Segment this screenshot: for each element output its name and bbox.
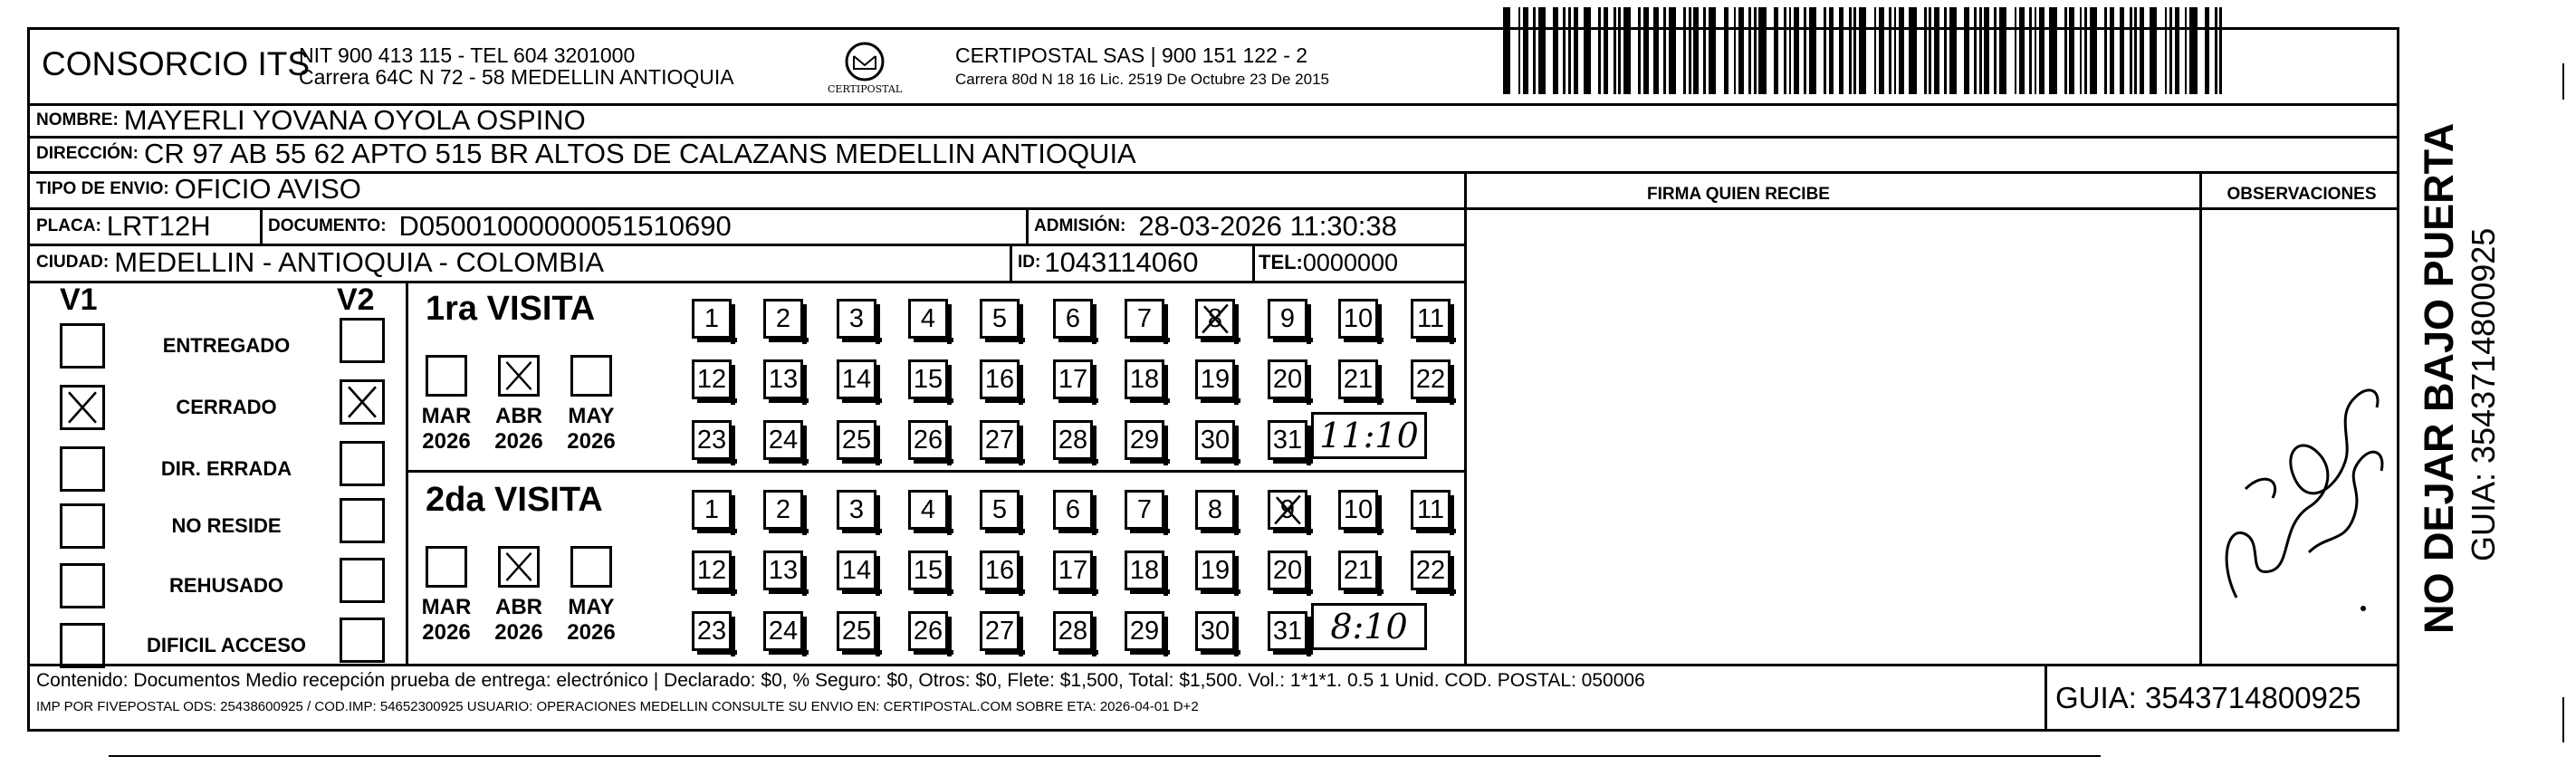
barcode-bar: [1738, 7, 1744, 94]
day-box[interactable]: 21: [1338, 359, 1378, 399]
day-box[interactable]: 3: [837, 299, 876, 339]
barcode-bar: [2090, 7, 2097, 94]
day-box[interactable]: 23: [692, 611, 732, 651]
day-box[interactable]: 14: [837, 551, 876, 590]
barcode-bar: [1734, 7, 1737, 94]
day-box[interactable]: 4: [908, 299, 948, 339]
barcode-bar: [2064, 7, 2067, 94]
barcode-bar: [2175, 7, 2180, 94]
barcode-bar: [1518, 7, 1521, 94]
barcode-bar: [1944, 7, 1947, 94]
day-box[interactable]: 26: [908, 611, 948, 651]
day-box[interactable]: 22: [1411, 551, 1451, 590]
divider: [2562, 63, 2564, 100]
month-label: ABR 2026: [494, 595, 543, 645]
day-box[interactable]: 29: [1125, 420, 1164, 460]
month-checkbox[interactable]: [570, 355, 612, 397]
barcode-bar: [1574, 7, 1579, 94]
barcode-bar: [1849, 7, 1852, 94]
documento-value: D05001000000051510690: [398, 210, 732, 242]
barcode-bar: [1794, 7, 1799, 94]
barcode-bar: [1874, 7, 1877, 94]
barcode-bar: [2080, 7, 2083, 94]
day-box[interactable]: 5: [980, 490, 1020, 530]
barcode-bar: [1999, 7, 2006, 94]
direccion-label: DIRECCIÓN:: [36, 144, 139, 163]
barcode-bar: [1703, 7, 1706, 94]
barcode-bar: [2035, 7, 2037, 94]
barcode-bar: [1909, 7, 1916, 94]
barcode-bar: [1804, 7, 1806, 94]
month-label: ABR 2026: [494, 404, 543, 454]
barcode-bar: [2189, 7, 2197, 94]
admision-label: ADMISIÓN:: [1034, 216, 1126, 235]
company-name: CONSORCIO ITS: [42, 45, 311, 82]
barcode-bar: [2165, 7, 2168, 94]
day-box[interactable]: 1: [692, 299, 732, 339]
barcode-bar: [1689, 7, 1691, 94]
barcode-bar: [2134, 7, 2137, 94]
barcode-bar: [1889, 7, 1891, 94]
barcode-bar: [1683, 7, 1686, 94]
ciudad-value: MEDELLIN - ANTIOQUIA - COLOMBIA: [114, 246, 605, 278]
day-box[interactable]: 7: [1125, 490, 1164, 530]
barcode-bar: [2015, 7, 2017, 94]
carrier-address: Carrera 80d N 18 16 Lic. 2519 De Octubre 23 De 2015: [955, 71, 1329, 88]
placa-value: LRT12H: [106, 210, 211, 242]
day-box[interactable]: 9: [1268, 299, 1307, 339]
barcode-bar: [1899, 7, 1904, 94]
day-box[interactable]: 14: [837, 359, 876, 399]
day-box[interactable]: 12: [692, 359, 732, 399]
barcode-bar: [1984, 7, 1989, 94]
carrier-line: CERTIPOSTAL SAS | 900 151 122 - 2: [955, 43, 1308, 67]
month-label: MAY 2026: [567, 404, 616, 454]
day-box[interactable]: 19: [1195, 551, 1235, 590]
day-box[interactable]: 16: [980, 359, 1020, 399]
barcode-bar: [1623, 7, 1631, 94]
visit-title: 2da VISITA: [426, 481, 603, 519]
day-box[interactable]: 28: [1053, 611, 1093, 651]
firma-header: FIRMA QUIEN RECIBE: [1647, 185, 1830, 204]
v1-checkbox[interactable]: [60, 623, 105, 668]
status-option-label: DIR. ERRADA: [160, 457, 292, 480]
barcode-bar: [1669, 7, 1676, 94]
day-box[interactable]: 29: [1125, 611, 1164, 651]
nombre-value: MAYERLI YOVANA OYOLA OSPINO: [123, 104, 586, 136]
status-option-label: DIFICIL ACCESO: [146, 634, 306, 656]
day-box[interactable]: 7: [1125, 299, 1164, 339]
month-label: MAR 2026: [421, 404, 472, 454]
barcode-bar: [1758, 7, 1766, 94]
v2-label: V2: [337, 282, 375, 317]
day-box[interactable]: 17: [1053, 359, 1093, 399]
nit-line: NIT 900 413 115 - TEL 604 3201000: [299, 43, 636, 67]
barcode-bar: [1829, 7, 1834, 94]
divider: [2045, 664, 2047, 732]
barcode-bar: [1839, 7, 1844, 94]
documento-label: DOCUMENTO:: [268, 216, 387, 235]
nombre-row: [36, 105, 586, 136]
ciudad-label: CIUDAD:: [36, 253, 110, 272]
tipo-row: [36, 174, 361, 205]
barcode-bar: [1584, 7, 1591, 94]
tel-row: [1259, 246, 1398, 279]
barcode-bar: [1618, 7, 1621, 94]
barcode-bar: [1538, 7, 1546, 94]
day-box[interactable]: 31: [1268, 420, 1307, 460]
day-box[interactable]: 28: [1053, 420, 1093, 460]
day-box[interactable]: 3: [837, 490, 876, 530]
barcode-bar: [1924, 7, 1927, 94]
day-box[interactable]: 26: [908, 420, 948, 460]
tipo-value: OFICIO AVISO: [174, 173, 361, 205]
divider: [27, 171, 2399, 174]
barcode-bar: [1503, 7, 1510, 94]
v1-checkbox[interactable]: [60, 563, 105, 608]
visit-title: 1ra VISITA: [426, 290, 596, 328]
barcode-bar: [1748, 7, 1751, 94]
observaciones-header: OBSERVACIONES: [2226, 185, 2377, 204]
day-box[interactable]: 4: [908, 490, 948, 530]
barcode-bar: [1809, 7, 1816, 94]
barcode-bar: [1879, 7, 1884, 94]
barcode-bar: [1964, 7, 1969, 94]
status-option-label: ENTREGADO: [162, 334, 291, 357]
barcode-bar: [2069, 7, 2074, 94]
divider: [260, 207, 263, 244]
day-box[interactable]: 20: [1268, 551, 1307, 590]
day-box[interactable]: 15: [908, 551, 948, 590]
day-box[interactable]: 2: [763, 299, 803, 339]
v1-label: V1: [60, 282, 98, 317]
status-option-label: NO RESIDE: [171, 514, 282, 537]
day-box[interactable]: 23: [692, 420, 732, 460]
divider: [1026, 207, 1029, 244]
barcode-bar: [2084, 7, 2087, 94]
barcode-bar: [2120, 7, 2125, 94]
month-checkbox[interactable]: [426, 546, 467, 588]
barcode-bar: [1598, 7, 1601, 94]
barcode-bar: [1784, 7, 1786, 94]
status-option-label: CERRADO: [176, 396, 277, 418]
barcode-bar: [2049, 7, 2056, 94]
footer-guia: GUIA: 3543714800925: [2055, 681, 2361, 714]
divider: [2199, 171, 2202, 664]
barcode-bar: [2140, 7, 2145, 94]
barcode-bar: [2185, 7, 2188, 94]
documento-row: [268, 210, 732, 243]
day-box[interactable]: 31: [1268, 611, 1307, 651]
barcode-bar: [1553, 7, 1558, 94]
barcode-bar: [1568, 7, 1571, 94]
day-box[interactable]: 18: [1125, 359, 1164, 399]
barcode-bar: [1653, 7, 1659, 94]
day-box[interactable]: 19: [1195, 359, 1235, 399]
barcode-bar: [1643, 7, 1649, 94]
day-box[interactable]: 11: [1411, 299, 1451, 339]
tipo-label: TIPO DE ENVIO:: [36, 179, 169, 198]
v2-checkbox[interactable]: [340, 558, 385, 603]
day-box[interactable]: 30: [1195, 420, 1235, 460]
barcode-bar: [1974, 7, 1977, 94]
barcode-bar: [1774, 7, 1779, 94]
v1-checkbox[interactable]: [60, 323, 105, 369]
side-warning: NO DEJAR BAJO PUERTA: [2416, 122, 2462, 634]
barcode-bar: [1894, 7, 1897, 94]
barcode-bar: [1663, 7, 1666, 94]
barcode-bar: [2104, 7, 2107, 94]
visit2-time: 8:10: [1311, 603, 1427, 650]
day-box[interactable]: 17: [1053, 551, 1093, 590]
barcode-bar: [1638, 7, 1641, 94]
barcode-bar: [1934, 7, 1939, 94]
barcode-bar: [1724, 7, 1729, 94]
divider: [109, 755, 2101, 757]
day-box[interactable]: 1: [692, 490, 732, 530]
day-box[interactable]: 8: [1195, 299, 1235, 339]
tel-value: 0000000: [1302, 248, 1399, 276]
id-label: ID:: [1018, 253, 1041, 272]
divider: [1464, 171, 1467, 664]
admision-value: 28-03-2026 11:30:38: [1138, 210, 1397, 242]
day-box[interactable]: 12: [692, 551, 732, 590]
month-checkbox[interactable]: [426, 355, 467, 397]
day-box[interactable]: 16: [980, 551, 1020, 590]
barcode-bar: [1614, 7, 1616, 94]
v2-checkbox[interactable]: [340, 318, 385, 363]
footer-contenido: Contenido: Documentos Medio recepción prueba de entrega: electrónico | Declarado: $0, % Seguro: $0, Otros: $0, Flete: $1,500, Total: $1,500. Vol.: 1*1*1. 0.5 1 Unid. COD. POSTAL: 050006: [36, 670, 1645, 691]
month-label: MAY 2026: [567, 595, 616, 645]
day-box[interactable]: 11: [1411, 490, 1451, 530]
barcode-bar: [1979, 7, 1982, 94]
id-row: [1018, 246, 1198, 279]
day-box[interactable]: 13: [763, 551, 803, 590]
divider: [27, 664, 2399, 666]
day-box[interactable]: 18: [1125, 551, 1164, 590]
barcode-bar: [1859, 7, 1866, 94]
v2-checkbox[interactable]: [340, 379, 385, 425]
day-box[interactable]: 25: [837, 420, 876, 460]
barcode-bar: [1693, 7, 1699, 94]
barcode-icon: [1503, 7, 2226, 94]
barcode-bar: [1754, 7, 1757, 94]
placa-label: PLACA:: [36, 216, 101, 235]
direccion-row: [36, 139, 1136, 169]
nombre-label: NOMBRE:: [36, 110, 119, 129]
v1-checkbox[interactable]: [60, 385, 105, 430]
month-checkbox[interactable]: [498, 355, 540, 397]
barcode-bar: [1824, 7, 1826, 94]
barcode-bar: [2130, 7, 2132, 94]
month-label: MAR 2026: [421, 595, 472, 645]
day-box[interactable]: 6: [1053, 299, 1093, 339]
divider: [1464, 207, 2399, 210]
barcode-bar: [2110, 7, 2115, 94]
barcode-bar: [1533, 7, 1536, 94]
day-box[interactable]: 6: [1053, 490, 1093, 530]
day-box[interactable]: 9: [1268, 490, 1307, 530]
barcode-bar: [2029, 7, 2032, 94]
v1-checkbox[interactable]: [60, 503, 105, 549]
day-box[interactable]: 24: [763, 611, 803, 651]
address-line: Carrera 64C N 72 - 58 MEDELLIN ANTIOQUIA: [299, 65, 734, 89]
divider: [27, 281, 1467, 283]
barcode-bar: [2219, 7, 2222, 94]
day-box[interactable]: 25: [837, 611, 876, 651]
day-box[interactable]: 22: [1411, 359, 1451, 399]
barcode-bar: [1789, 7, 1792, 94]
barcode-bar: [1709, 7, 1716, 94]
month-checkbox[interactable]: [570, 546, 612, 588]
day-box[interactable]: 27: [980, 420, 1020, 460]
day-box[interactable]: 15: [908, 359, 948, 399]
id-value: 1043114060: [1044, 246, 1199, 278]
ciudad-row: [36, 246, 604, 279]
barcode-bar: [1929, 7, 1931, 94]
barcode-bar: [2150, 7, 2157, 94]
footer-imp: IMP POR FIVEPOSTAL ODS: 25438600925 / COD.IMP: 54652300925 USUARIO: OPERACIONES MEDELLIN CONSULTE SU ENVIO EN: CERTIPOSTAL.COM SOBRE ETA: 2026-04-01 D+2: [36, 699, 1199, 714]
status-option-label: REHUSADO: [169, 574, 283, 597]
visit1-time: 11:10: [1311, 412, 1427, 459]
divider: [2562, 697, 2564, 742]
divider: [1010, 244, 1012, 282]
day-box[interactable]: 8: [1195, 490, 1235, 530]
envelope-logo-icon: [824, 36, 905, 109]
day-box[interactable]: 24: [763, 420, 803, 460]
month-checkbox[interactable]: [498, 546, 540, 588]
v2-checkbox[interactable]: [340, 618, 385, 663]
placa-row: [36, 210, 211, 243]
barcode-bar: [2169, 7, 2172, 94]
barcode-bar: [2215, 7, 2217, 94]
barcode-bar: [1853, 7, 1856, 94]
day-box[interactable]: 5: [980, 299, 1020, 339]
day-box[interactable]: 10: [1338, 299, 1378, 339]
handwritten-signature-icon: [2209, 326, 2390, 616]
day-box[interactable]: 27: [980, 611, 1020, 651]
barcode-bar: [2039, 7, 2045, 94]
day-box[interactable]: 10: [1338, 490, 1378, 530]
day-box[interactable]: 21: [1338, 551, 1378, 590]
v2-checkbox[interactable]: [340, 498, 385, 543]
admision-row: [1034, 210, 1397, 243]
barcode-bar: [1604, 7, 1609, 94]
v1-checkbox[interactable]: [60, 446, 105, 492]
direccion-value: CR 97 AB 55 62 APTO 515 BR ALTOS DE CALAZANS MEDELLIN ANTIOQUIA: [143, 138, 1136, 169]
barcode-bar: [1563, 7, 1566, 94]
tel-label: TEL:: [1259, 251, 1303, 273]
day-box[interactable]: 30: [1195, 611, 1235, 651]
divider: [1252, 244, 1255, 282]
barcode-bar: [1949, 7, 1957, 94]
barcode-bar: [1994, 7, 1997, 94]
day-box[interactable]: 20: [1268, 359, 1307, 399]
divider: [406, 470, 1465, 473]
barcode-bar: [2205, 7, 2210, 94]
certipostal-logo: [824, 36, 905, 109]
logo-text: CERTIPOSTAL: [828, 83, 903, 95]
v2-checkbox[interactable]: [340, 441, 385, 486]
barcode-bar: [2019, 7, 2025, 94]
day-box[interactable]: 13: [763, 359, 803, 399]
day-box[interactable]: 2: [763, 490, 803, 530]
side-guia: GUIA: 3543714800925: [2465, 227, 2502, 561]
barcode-bar: [1523, 7, 1528, 94]
